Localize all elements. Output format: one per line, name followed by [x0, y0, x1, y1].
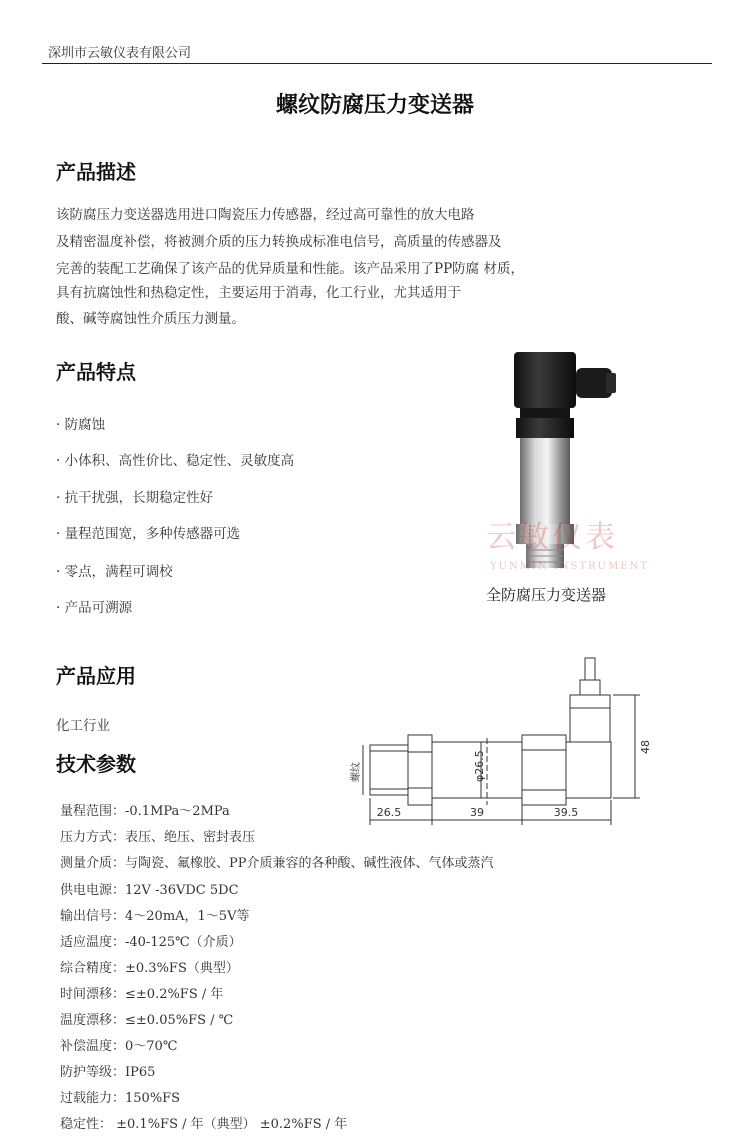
- watermark-text: 云敏仪表: [486, 520, 618, 555]
- image-caption: 全防腐压力变送器: [486, 586, 607, 604]
- features-heading: 产品特点: [56, 360, 136, 384]
- application-heading: 产品应用: [56, 664, 136, 688]
- description-heading: 产品描述: [56, 160, 136, 184]
- dimension-label-c: 39.5: [553, 806, 579, 819]
- feature-item: · 小体积、高性价比、稳定性、灵敏度高: [56, 453, 295, 469]
- spec-row: 供电电源：12V -36VDC 5DC: [60, 883, 239, 898]
- dimension-label-b: 39: [470, 806, 484, 819]
- description-line: 酸、碱等腐蚀性介质压力测量。: [56, 311, 245, 327]
- spec-row: 时间漂移：≤±0.2%FS / 年: [60, 987, 224, 1002]
- spec-row: 过载能力：150%FS: [60, 1091, 181, 1106]
- feature-item: · 防腐蚀: [56, 417, 106, 433]
- spec-row: 防护等级：IP65: [60, 1065, 156, 1080]
- feature-item: · 抗干扰强，长期稳定性好: [56, 490, 214, 506]
- feature-item: · 零点，满程可调校: [56, 564, 173, 580]
- header-divider: [42, 63, 712, 64]
- specs-heading: 技术参数: [56, 752, 136, 776]
- thread-label: 螺纹: [351, 762, 362, 782]
- description-line: 具有抗腐蚀性和热稳定性，主要运用于消毒，化工行业，尤其适用于: [56, 285, 461, 301]
- height-label: 48: [639, 740, 652, 754]
- spec-row: 补偿温度：0～70℃: [60, 1039, 178, 1054]
- spec-row: 适应温度：-40-125℃（介质）: [60, 935, 242, 950]
- watermark-subtext: YUNMIN INSTRUMENT: [490, 561, 650, 572]
- dimension-label-a: 26.5: [376, 806, 402, 819]
- spec-row: 温度漂移：≤±0.05%FS / ℃: [60, 1013, 234, 1028]
- page-title: 螺纹防腐压力变送器: [275, 93, 474, 118]
- application-text: 化工行业: [56, 718, 110, 734]
- feature-item: · 量程范围宽，多种传感器可选: [56, 526, 241, 542]
- spec-row: 稳定性： ±0.1%FS / 年（典型） ±0.2%FS / 年: [60, 1117, 348, 1132]
- spec-row: 综合精度：±0.3%FS（典型）: [60, 961, 239, 976]
- description-line: 完善的装配工艺确保了该产品的优异质量和性能。该产品采用了PP防腐 材质，: [56, 261, 524, 277]
- spec-row: 压力方式：表压、绝压、密封表压: [60, 830, 256, 845]
- spec-row: 测量介质：与陶瓷、氟橡胶、PP介质兼容的各种酸、碱性液体、气体或蒸汽: [60, 856, 494, 871]
- diameter-label: φ26.5: [473, 750, 486, 782]
- description-line: 该防腐压力变送器选用进口陶瓷压力传感器，经过高可靠性的放大电路: [56, 207, 475, 223]
- spec-row: 量程范围：-0.1MPa～2MPa: [60, 804, 230, 819]
- spec-row: 输出信号：4～20mA，1～5V等: [60, 909, 250, 924]
- feature-item: · 产品可溯源: [56, 600, 133, 616]
- description-line: 及精密温度补偿，将被测介质的压力转换成标准电信号，高质量的传感器及: [56, 234, 502, 250]
- dimension-drawing: [351, 650, 655, 830]
- company-name: 深圳市云敏仪表有限公司: [48, 46, 192, 61]
